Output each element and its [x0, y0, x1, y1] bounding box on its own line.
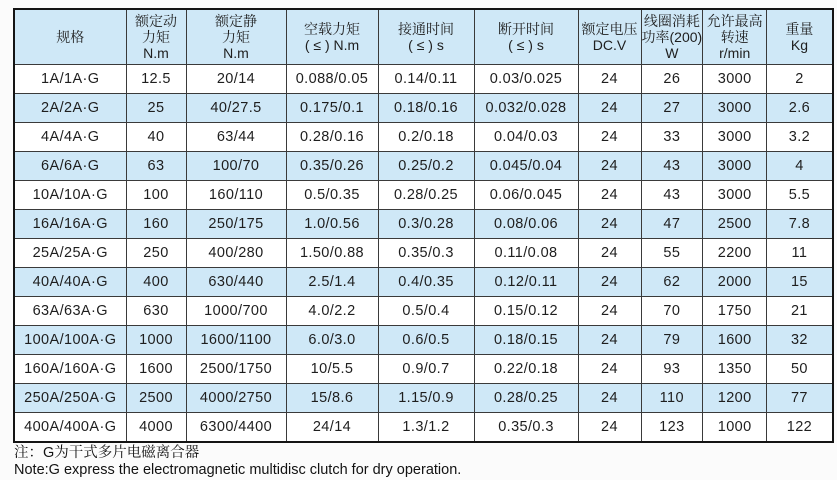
header-line: 重量	[785, 21, 814, 37]
cell-spec: 10A/10A·G	[14, 181, 126, 210]
cell-rated-static-torque: 1600/1100	[186, 326, 286, 355]
header-line: ( ≤ ) N.m	[304, 37, 360, 53]
table-row	[14, 123, 833, 152]
cell-no-load-torque: 0.175/0.1	[286, 94, 378, 123]
cell-rated-voltage: 24	[578, 384, 641, 413]
cell-engage-time: 0.3/0.28	[378, 210, 474, 239]
header-line: 转速	[720, 29, 749, 45]
cell-rated-dynamic-torque: 25	[126, 94, 186, 123]
footnote-english: Note:G express the electromagnetic multidisc clutch for dry operation.	[14, 461, 462, 478]
cell-coil-power: 43	[641, 152, 703, 181]
cell-weight: 50	[767, 355, 833, 384]
cell-rated-static-torque: 2500/1750	[186, 355, 286, 384]
header-line: 额定动	[135, 13, 177, 29]
cell-engage-time: 0.14/0.11	[378, 65, 474, 94]
table-row	[14, 413, 833, 443]
cell-rated-voltage: 24	[578, 65, 641, 94]
cell-max-speed: 2200	[703, 239, 767, 268]
cell-engage-time: 0.2/0.18	[378, 123, 474, 152]
cell-spec: 6A/6A·G	[14, 152, 126, 181]
cell-no-load-torque: 24/14	[286, 413, 378, 443]
header-line: N.m	[143, 45, 169, 61]
cell-coil-power: 79	[641, 326, 703, 355]
cell-max-speed: 3000	[703, 65, 767, 94]
cell-max-speed: 1000	[703, 413, 767, 443]
header-row	[14, 9, 833, 65]
cell-rated-dynamic-torque: 2500	[126, 384, 186, 413]
cell-coil-power: 47	[641, 210, 703, 239]
header-line: 线圈消耗	[643, 13, 700, 29]
cell-spec: 250A/250A·G	[14, 384, 126, 413]
cell-rated-static-torque: 400/280	[186, 239, 286, 268]
cell-engage-time: 0.4/0.35	[378, 268, 474, 297]
cell-rated-voltage: 24	[578, 123, 641, 152]
table-row	[14, 239, 833, 268]
cell-release-time: 0.06/0.045	[474, 181, 578, 210]
cell-coil-power: 26	[641, 65, 703, 94]
cell-engage-time: 1.15/0.9	[378, 384, 474, 413]
cell-release-time: 0.08/0.06	[474, 210, 578, 239]
cell-spec: 25A/25A·G	[14, 239, 126, 268]
cell-weight: 11	[767, 239, 833, 268]
cell-max-speed: 3000	[703, 181, 767, 210]
cell-rated-dynamic-torque: 1000	[126, 326, 186, 355]
cell-no-load-torque: 6.0/3.0	[286, 326, 378, 355]
cell-engage-time: 0.6/0.5	[378, 326, 474, 355]
cell-max-speed: 1750	[703, 297, 767, 326]
cell-release-time: 0.28/0.25	[474, 384, 578, 413]
column-header-rated-dynamic-torque	[126, 9, 186, 65]
cell-release-time: 0.18/0.15	[474, 326, 578, 355]
cell-coil-power: 43	[641, 181, 703, 210]
cell-max-speed: 3000	[703, 123, 767, 152]
cell-rated-dynamic-torque: 100	[126, 181, 186, 210]
column-header-engage-time	[378, 9, 474, 65]
table-body	[14, 65, 833, 443]
header-line: 功率(200)	[641, 29, 703, 45]
table-row	[14, 94, 833, 123]
cell-coil-power: 55	[641, 239, 703, 268]
table-row	[14, 268, 833, 297]
cell-rated-dynamic-torque: 630	[126, 297, 186, 326]
cell-spec: 160A/160A·G	[14, 355, 126, 384]
header-line: 力矩	[142, 29, 170, 45]
header-line: 规格	[56, 29, 85, 45]
cell-no-load-torque: 0.35/0.26	[286, 152, 378, 181]
cell-rated-voltage: 24	[578, 210, 641, 239]
cell-weight: 15	[767, 268, 833, 297]
column-header-no-load-torque	[286, 9, 378, 65]
cell-max-speed: 1200	[703, 384, 767, 413]
cell-spec: 4A/4A·G	[14, 123, 126, 152]
header-line: 接通时间	[398, 21, 454, 37]
cell-coil-power: 70	[641, 297, 703, 326]
cell-rated-voltage: 24	[578, 413, 641, 443]
table-row	[14, 297, 833, 326]
cell-rated-dynamic-torque: 400	[126, 268, 186, 297]
cell-release-time: 0.22/0.18	[474, 355, 578, 384]
cell-spec: 1A/1A·G	[14, 65, 126, 94]
header-line: DC.V	[592, 37, 627, 53]
cell-weight: 4	[767, 152, 833, 181]
cell-coil-power: 110	[641, 384, 703, 413]
cell-rated-dynamic-torque: 63	[126, 152, 186, 181]
header-line: 额定电压	[581, 21, 638, 37]
header-line: r/min	[719, 45, 751, 61]
cell-rated-voltage: 24	[578, 239, 641, 268]
cell-engage-time: 0.25/0.2	[378, 152, 474, 181]
cell-spec: 16A/16A·G	[14, 210, 126, 239]
cell-release-time: 0.12/0.11	[474, 268, 578, 297]
cell-rated-static-torque: 160/110	[186, 181, 286, 210]
cell-coil-power: 123	[641, 413, 703, 443]
header-line: W	[665, 45, 679, 61]
cell-spec: 63A/63A·G	[14, 297, 126, 326]
cell-rated-dynamic-torque: 250	[126, 239, 186, 268]
cell-rated-dynamic-torque: 4000	[126, 413, 186, 443]
cell-release-time: 0.15/0.12	[474, 297, 578, 326]
column-header-coil-power	[641, 9, 703, 65]
cell-engage-time: 0.9/0.7	[378, 355, 474, 384]
cell-engage-time: 0.28/0.25	[378, 181, 474, 210]
cell-release-time: 0.04/0.03	[474, 123, 578, 152]
footnotes	[14, 445, 461, 478]
cell-release-time: 0.045/0.04	[474, 152, 578, 181]
cell-rated-static-torque: 63/44	[186, 123, 286, 152]
cell-weight: 5.5	[767, 181, 833, 210]
cell-rated-dynamic-torque: 1600	[126, 355, 186, 384]
cell-rated-voltage: 24	[578, 152, 641, 181]
cell-rated-voltage: 24	[578, 268, 641, 297]
cell-weight: 77	[767, 384, 833, 413]
clutch-spec-table-wrap	[13, 8, 834, 443]
cell-spec: 2A/2A·G	[14, 94, 126, 123]
cell-weight: 2.6	[767, 94, 833, 123]
cell-engage-time: 0.18/0.16	[378, 94, 474, 123]
cell-max-speed: 2000	[703, 268, 767, 297]
cell-spec: 100A/100A·G	[14, 326, 126, 355]
header-line: 力矩	[222, 29, 250, 45]
table-row	[14, 326, 833, 355]
column-header-rated-static-torque	[186, 9, 286, 65]
cell-weight: 3.2	[767, 123, 833, 152]
cell-no-load-torque: 2.5/1.4	[286, 268, 378, 297]
header-line: 额定静	[215, 13, 257, 29]
cell-no-load-torque: 0.5/0.35	[286, 181, 378, 210]
cell-coil-power: 33	[641, 123, 703, 152]
header-line: 允许最高	[706, 13, 763, 29]
column-header-weight	[767, 9, 833, 65]
cell-weight: 32	[767, 326, 833, 355]
column-header-rated-voltage	[578, 9, 641, 65]
cell-weight: 21	[767, 297, 833, 326]
cell-rated-static-torque: 250/175	[186, 210, 286, 239]
cell-engage-time: 0.5/0.4	[378, 297, 474, 326]
header-line: N.m	[223, 45, 249, 61]
cell-rated-static-torque: 6300/4400	[186, 413, 286, 443]
cell-rated-dynamic-torque: 40	[126, 123, 186, 152]
cell-no-load-torque: 0.088/0.05	[286, 65, 378, 94]
cell-rated-dynamic-torque: 160	[126, 210, 186, 239]
cell-no-load-torque: 15/8.6	[286, 384, 378, 413]
cell-max-speed: 1350	[703, 355, 767, 384]
cell-rated-voltage: 24	[578, 355, 641, 384]
cell-coil-power: 27	[641, 94, 703, 123]
table-row	[14, 152, 833, 181]
header-line: 断开时间	[498, 21, 554, 37]
cell-release-time: 0.11/0.08	[474, 239, 578, 268]
table-row	[14, 65, 833, 94]
cell-spec: 400A/400A·G	[14, 413, 126, 443]
cell-max-speed: 2500	[703, 210, 767, 239]
cell-rated-static-torque: 630/440	[186, 268, 286, 297]
cell-no-load-torque: 1.50/0.88	[286, 239, 378, 268]
footnote-chinese: 注：G为干式多片电磁离合器	[14, 445, 200, 461]
cell-rated-dynamic-torque: 12.5	[126, 65, 186, 94]
cell-rated-static-torque: 1000/700	[186, 297, 286, 326]
cell-no-load-torque: 4.0/2.2	[286, 297, 378, 326]
header-line: ( ≤ ) s	[508, 37, 544, 53]
cell-rated-static-torque: 20/14	[186, 65, 286, 94]
cell-coil-power: 62	[641, 268, 703, 297]
cell-rated-voltage: 24	[578, 297, 641, 326]
cell-rated-voltage: 24	[578, 94, 641, 123]
header-line: 空载力矩	[304, 21, 360, 37]
cell-weight: 122	[767, 413, 833, 443]
cell-release-time: 0.03/0.025	[474, 65, 578, 94]
cell-rated-voltage: 24	[578, 181, 641, 210]
cell-no-load-torque: 1.0/0.56	[286, 210, 378, 239]
cell-spec: 40A/40A·G	[14, 268, 126, 297]
cell-engage-time: 1.3/1.2	[378, 413, 474, 443]
cell-no-load-torque: 0.28/0.16	[286, 123, 378, 152]
cell-rated-voltage: 24	[578, 326, 641, 355]
column-header-spec	[14, 9, 126, 65]
cell-engage-time: 0.35/0.3	[378, 239, 474, 268]
column-header-release-time	[474, 9, 578, 65]
table-header	[14, 9, 833, 65]
cell-rated-static-torque: 40/27.5	[186, 94, 286, 123]
cell-coil-power: 93	[641, 355, 703, 384]
table-row	[14, 355, 833, 384]
cell-release-time: 0.032/0.028	[474, 94, 578, 123]
header-line: ( ≤ ) s	[408, 37, 444, 53]
clutch-spec-table	[13, 8, 834, 443]
cell-release-time: 0.35/0.3	[474, 413, 578, 443]
cell-rated-static-torque: 100/70	[186, 152, 286, 181]
cell-no-load-torque: 10/5.5	[286, 355, 378, 384]
cell-rated-static-torque: 4000/2750	[186, 384, 286, 413]
cell-weight: 2	[767, 65, 833, 94]
cell-max-speed: 3000	[703, 152, 767, 181]
cell-weight: 7.8	[767, 210, 833, 239]
table-row	[14, 384, 833, 413]
table-row	[14, 181, 833, 210]
column-header-max-speed	[703, 9, 767, 65]
table-row	[14, 210, 833, 239]
header-line: Kg	[790, 37, 808, 53]
cell-max-speed: 3000	[703, 94, 767, 123]
cell-max-speed: 1600	[703, 326, 767, 355]
